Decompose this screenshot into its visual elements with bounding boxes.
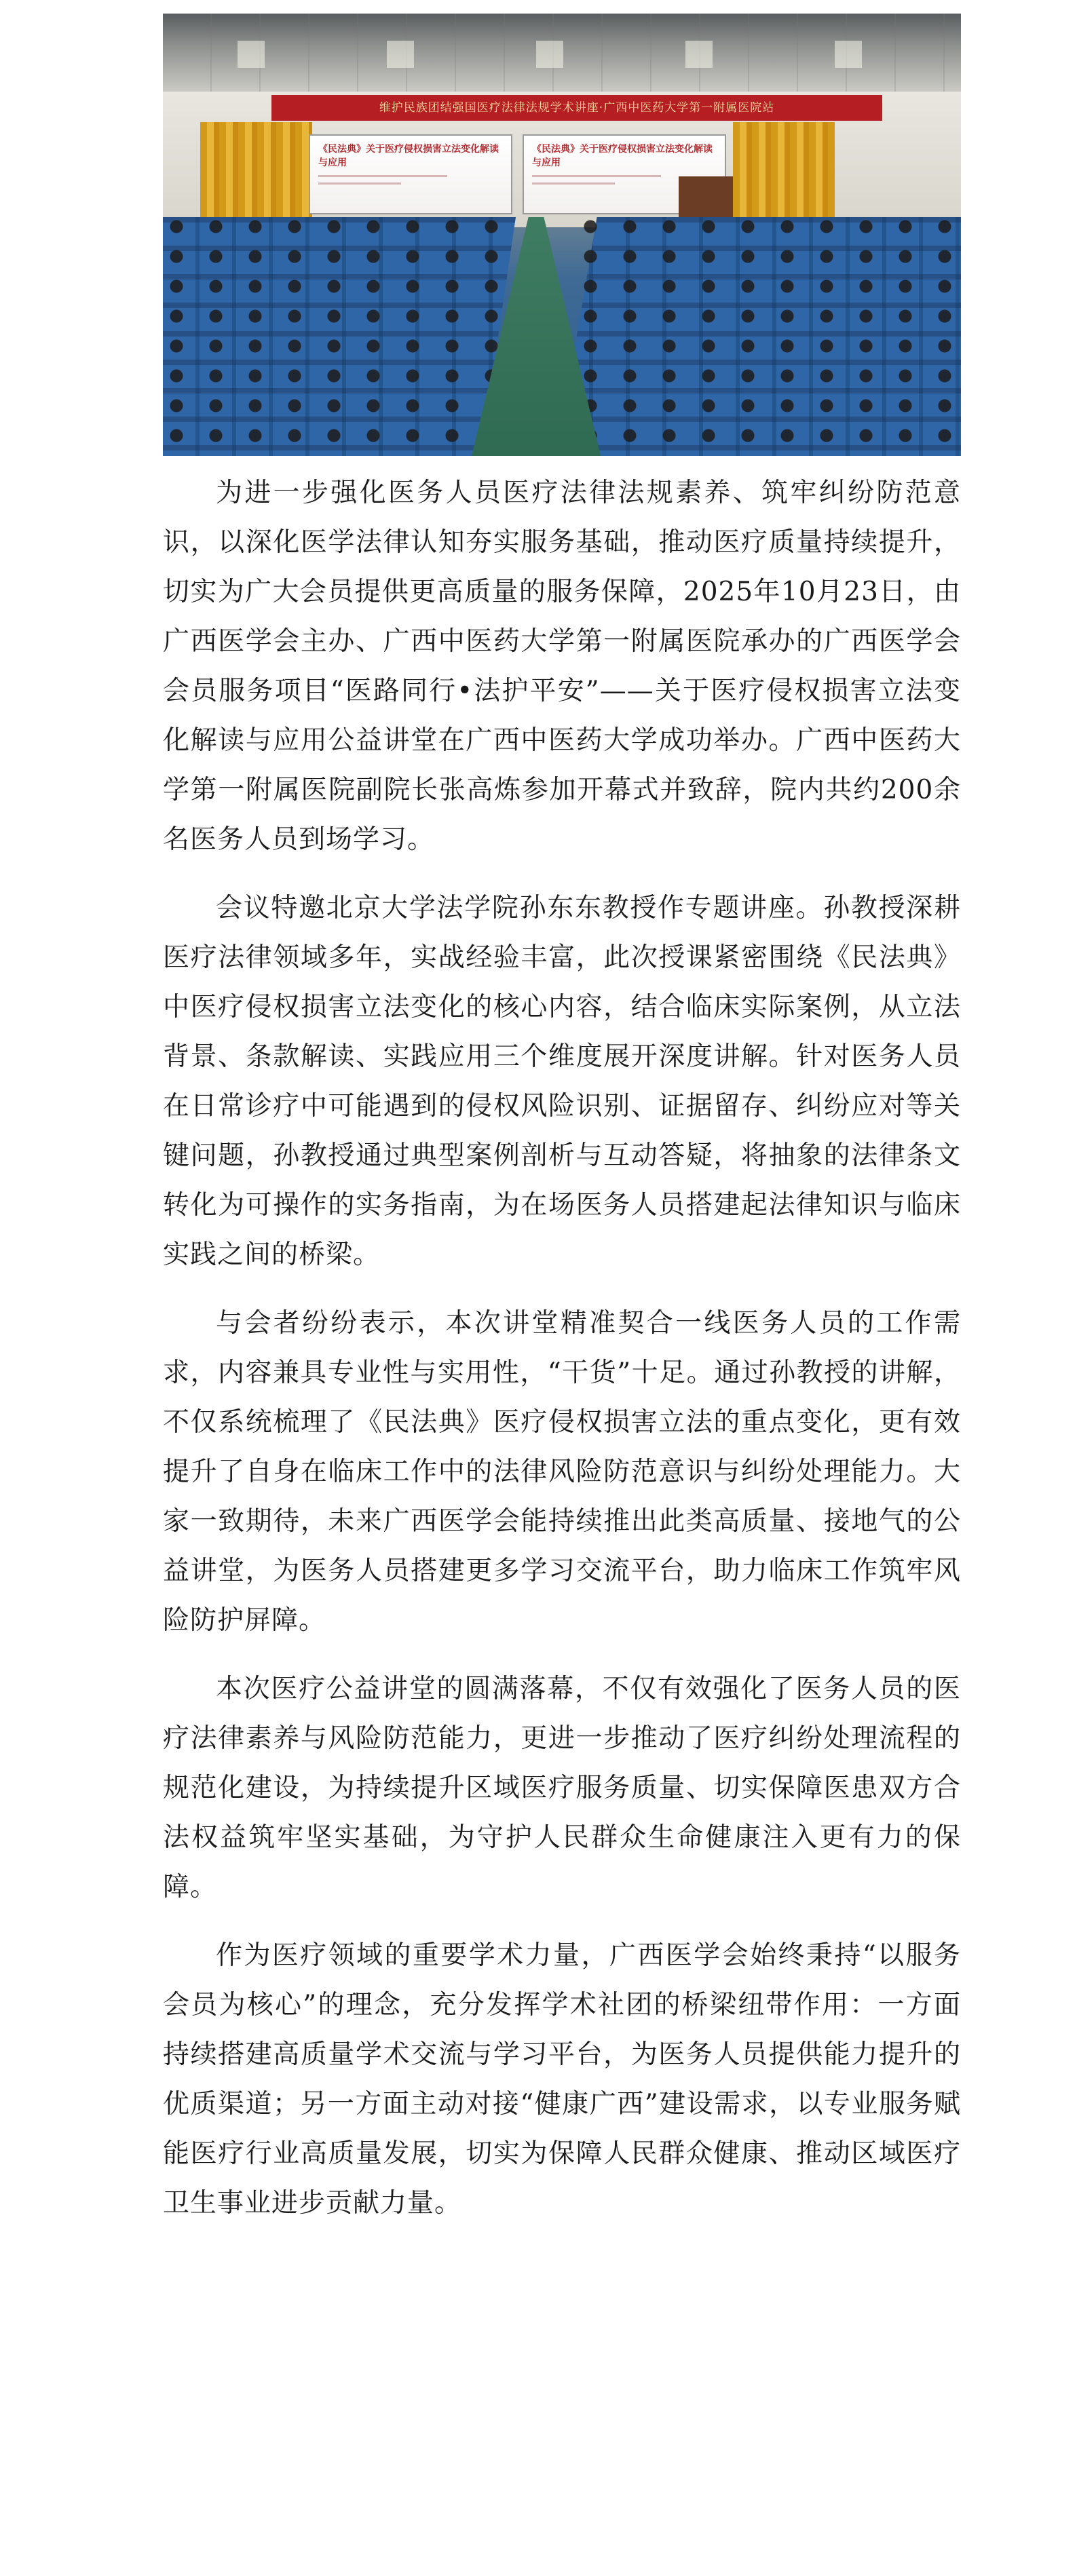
article <box>163 14 961 2247</box>
audience-left <box>163 217 502 456</box>
screen-right-line-short <box>532 182 615 185</box>
paragraph-association-mission: 作为医疗领域的重要学术力量，广西医学会始终秉持“以服务会员为核心”的理念，充分发挥学术社团的桥梁纽带作用：一方面持续搭建高质量学术交流与学习平台，为医务人员提供能力提升的优质渠道；另一方面主动对接“健康广西”建设需求，以专业服务赋能医疗行业高质量发展，切实为保障人民群众健康、推动区域医疗卫生事业进步贡献力量。 <box>163 1940 961 2218</box>
curtain-left <box>200 122 312 224</box>
projection-screen-left <box>309 134 512 214</box>
paragraph-lecture-content: 会议特邀北京大学法学院孙东东教授作专题讲座。孙教授深耕医疗法律领域多年，实战经验丰富，此次授课紧密围绕《民法典》中医疗侵权损害立法变化的核心内容，结合临床实际案例，从立法背景、条款解读、实践应用三个维度展开深度讲解。针对医务人员在日常诊疗中可能遇到的侵权风险识别、证据留存、纠纷应对等关键问题，孙教授通过典型案例剖析与互动答疑，将抽象的法律条文转化为可操作的实务指南，为在场医务人员搭建起法律知识与临床实践之间的桥梁。 <box>163 893 961 1270</box>
article-body <box>163 468 961 2228</box>
curtain-right <box>733 122 835 224</box>
screen-left-title: 《民法典》关于医疗侵权损害立法变化解读与应用 <box>318 144 499 168</box>
paragraph-event-intro: 为进一步强化医务人员医疗法律法规素养、筑牢纠纷防范意识，以深化医学法律认知夯实服务基础，推动医疗质量持续提升，切实为广大会员提供更高质量的服务保障，2025年10月23日，由广西医学会主办、广西中医药大学第一附属医院承办的广西医学会会员服务项目“医路同行•法护平安”——关于医疗侵权损害立法变化解读与应用公益讲堂在广西中医药大学成功举办。广西中医药大学第一附属医院副院长张高炼参加开幕式并致辞，院内共约200余名医务人员到场学习。 <box>163 478 961 855</box>
paragraph-attendee-feedback: 与会者纷纷表示，本次讲堂精准契合一线医务人员的工作需求，内容兼具专业性与实用性，“干货”十足。通过孙教授的讲解，不仅系统梳理了《民法典》医疗侵权损害立法的重点变化，更有效提升了自身在临床工作中的法律风险防范意识与纠纷处理能力。大家一致期待，未来广西医学会能持续推出此类高质量、接地气的公益讲堂，为医务人员搭建更多学习交流平台，助力临床工作筑牢风险防护屏障。 <box>163 1308 961 1636</box>
screen-left-line-short <box>318 182 401 185</box>
paragraph-event-outcome: 本次医疗公益讲堂的圆满落幕，不仅有效强化了医务人员的医疗法律素养与风险防范能力，更进一步推动了医疗纠纷处理流程的规范化建设，为持续提升区域医疗服务质量、切实保障医患双方合法权益筑牢坚实基础，为守护人民群众生命健康注入更有力的保障。 <box>163 1674 961 1902</box>
audience-right <box>577 217 961 456</box>
screen-left-line <box>318 175 447 177</box>
lecture-hall-photo <box>163 14 961 456</box>
screen-right-title: 《民法典》关于医疗侵权损害立法变化解读与应用 <box>532 144 713 168</box>
ceiling-lights <box>163 41 961 68</box>
screen-right-line <box>532 175 661 177</box>
stage-banner: 维护民族团结强国医疗法律法规学术讲座·广西中医药大学第一附属医院站 <box>271 95 882 121</box>
